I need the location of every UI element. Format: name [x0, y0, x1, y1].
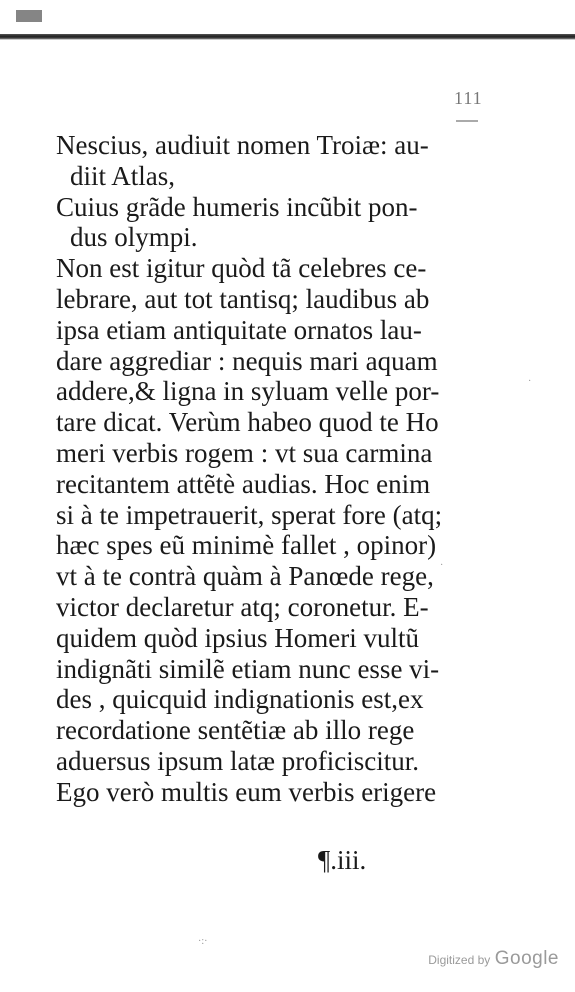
text-line: des , quicquid indignationis est,ex [56, 684, 424, 715]
body-text [56, 130, 446, 808]
text-line: diit Atlas, [70, 160, 176, 191]
text-line: ipsa etiam antiquitate ornatos lau- [56, 314, 422, 345]
text-line: indignãti similẽ etiam nunc esse vi- [56, 653, 440, 684]
text-line: aduersus ipsum latæ proficiscitur. [56, 745, 419, 776]
paper-speck: ·:· [198, 936, 208, 947]
text-line: dus olympi. [70, 222, 198, 253]
text-line: quidem quòd ipsius Homeri vultũ [56, 622, 419, 653]
text-line: vt à te contrà quàm à Panœde rege, [56, 561, 434, 592]
top-border-rule [0, 34, 575, 40]
paper-speck: · [528, 376, 532, 387]
folio-underline [456, 120, 478, 122]
text-line: Cuius grãde humeris incũbit pon- [56, 191, 418, 222]
text-line: addere,& ligna in syluam velle por- [56, 376, 440, 407]
folio-number: 111 [454, 88, 483, 108]
signature-mark: ¶.iii. [318, 845, 367, 875]
text-line: victor declaretur atq; coronetur. E- [56, 591, 429, 622]
text-line: hæc spes eũ minimè fallet , opinor) [56, 530, 437, 561]
text-line: si à te impetrauerit, sperat fore (atq; [56, 499, 443, 530]
watermark-brand: Google [494, 948, 559, 969]
text-line: Ego verò multis eum verbis erigere [56, 776, 437, 807]
text-line: recitantem attẽtè audias. Hoc enim [56, 468, 431, 499]
watermark-prefix: Digitized by [428, 953, 491, 967]
text-line: Non est igitur quòd tã celebres ce- [56, 253, 427, 284]
digitized-watermark [428, 948, 559, 970]
text-line: dare aggrediar : nequis mari aquam [56, 345, 438, 376]
text-line: recordatione sentẽtiæ ab illo rege [56, 715, 415, 746]
corner-ink-mark [16, 10, 42, 22]
paper-speck: · [440, 560, 444, 571]
text-line: tare dicat. Verùm habeo quod te Ho [56, 407, 439, 438]
text-line: lebrare, aut tot tantisq; laudibus ab [56, 283, 430, 314]
text-line: Nescius, audiuit nomen Troiæ: au- [56, 130, 429, 160]
text-line: meri verbis rogem : vt sua carmina [56, 437, 433, 468]
